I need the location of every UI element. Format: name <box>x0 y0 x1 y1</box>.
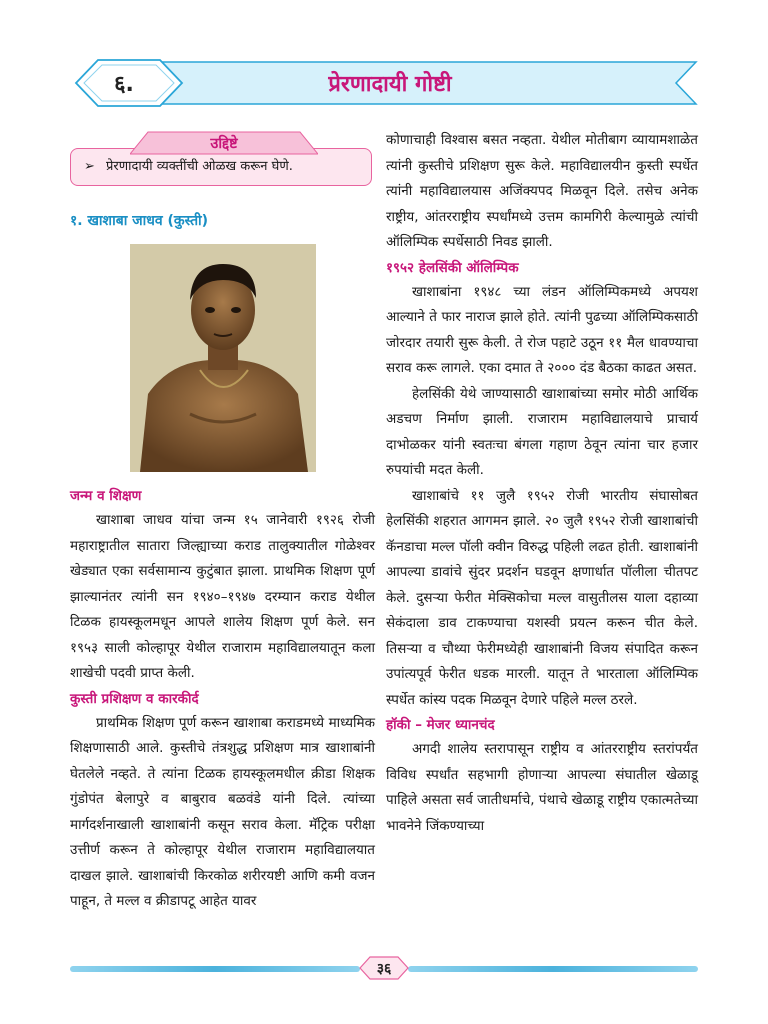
section-heading-wrestling-career: कुस्ती प्रशिक्षण व कारकीर्द <box>70 690 199 707</box>
paragraph-birth-education: खाशाबा जाधव यांचा जन्म १५ जानेवारी १९२६ रोजी महाराष्ट्रातील सातारा जिल्ह्याच्या कराड तालुक्यातील गोळेश्वर खेड्यात एका सर्वसामान्य कुटुंबात झाला. प्राथमिक शिक्षण पूर्ण झाल्यानंतर त्यांनी सन १९४०–१९४७ दरम्यान कराड येथील टिळक हायस्कूलमधून आपले शालेय शिक्षण पूर्ण केले. सन १९५३ साली कोल्हापूर येथील राजाराम महाविद्यालयातून कला शाखेची पदवी प्राप्त केली. <box>70 512 375 681</box>
section-heading-birth-education: जन्म व शिक्षण <box>70 488 142 504</box>
paragraph-hockey-intro: अगदी शालेय स्तरापासून राष्ट्रीय व आंतरराष्ट्रीय स्तरांपर्यंत विविध स्पर्धांत सहभागी होणाऱ्या आपल्या संघातील खेळाडू पाहिले असता सर्व जातीधर्माचे, पंथाचे खेळाडू राष्ट्रीय एकात्मतेच्या भावनेने जिंकण्याच्या <box>386 741 698 834</box>
objective-text: प्रेरणादायी व्यक्तींची ओळख करून घेणे. <box>106 159 293 174</box>
paragraph-financial-help: हेलसिंकी येथे जाण्यासाठी खाशाबांच्या समोर मोठी आर्थिक अडचण निर्माण झाली. राजाराम महाविद्यालयाचे प्राचार्य दाभोळकर यांनी स्वतःचा बंगला गहाण ठेवून त्यांना चार हजार रुपयांची मदत केली. <box>386 385 698 478</box>
left-column <box>70 128 375 915</box>
section-heading-helsinki-olympics: १९५२ हेलसिंकी ऑलिम्पिक <box>386 259 519 276</box>
person-heading-khashaba: १. खाशाबा जाधव (कुस्ती) <box>70 213 209 229</box>
person-heading-dhyanchand: हॉकी – मेजर ध्यानचंद <box>386 717 495 733</box>
objective-item <box>84 157 293 177</box>
footer-rule-right <box>408 966 698 972</box>
paragraph-continuation: कोणाचाही विश्वास बसत नव्हता. येथील मोतीबाग व्यायामशाळेत त्यांनी कुस्तीचे प्रशिक्षण सुरू केले. महाविद्यालयीन कुस्ती स्पर्धेत त्यांनी महाविद्यालयास अजिंक्यपद मिळवून दिले. तसेच अनेक राष्ट्रीय, आंतरराष्ट्रीय स्पर्धांमध्ये उत्तम कामगिरी केल्यामुळे त्यांची ऑलिम्पिक स्पर्धेसाठी निवड झाली. <box>386 132 698 250</box>
paragraph-london-olympics: खाशाबांना १९४८ च्या लंडन ऑलिम्पिकमध्ये अपयश आल्याने ते फार नाराज झाले होते. त्यांनी पुढच्या ऑलिम्पिकसाठी जोरदार तयारी सुरू केली. ते रोज पहाटे उठून ११ मैल धावण्याचा सराव करू लागले. एका दमात ते २००० दंड बैठका काढत असत. <box>386 283 698 376</box>
objectives-box <box>70 128 375 208</box>
paragraph-wrestling-career: प्राथमिक शिक्षण पूर्ण करून खाशाबा कराडमध्ये माध्यमिक शिक्षणासाठी आले. कुस्तीचे तंत्रशुद्ध प्रशिक्षण मात्र खाशाबांनी घेतलेले नव्हते. ते त्यांना टिळक हायस्कूलमधील क्रीडा शिक्षक गुंडोपंत बेलापुरे व बाबुराव बळवंडे यांनी दिले. त्यांच्या मार्गदर्शनाखाली खाशाबांनी कसून सराव केला. मॅट्रिक परीक्षा उत्तीर्ण करून ते कोल्हापूर येथील राजाराम महाविद्यालयात दाखल झाले. खाशाबांची किरकोळ शरीरयष्टी आणि कमी वजन पाहून, ते मल्ल व क्रीडापटू आहेत यावर <box>70 714 375 909</box>
page-number: ३६ <box>376 960 392 977</box>
khashaba-jadhav-photo <box>130 244 316 472</box>
portrait-image <box>130 244 316 472</box>
arrow-bullet-icon: ➢ <box>84 159 95 174</box>
paragraph-helsinki-matches: खाशाबांचे ११ जुलै १९५२ रोजी भारतीय संघासोबत हेलसिंकी शहरात आगमन झाले. २० जुलै १९५२ रोजी खाशाबांची कॅनडाचा मल्ल पॉली क्वीन विरुद्ध पहिली लढत होती. खाशाबांनी आपल्या डावांचे सुंदर प्रदर्शन घडवून क्षणार्धात पॉलीला चीतपट केले. दुसऱ्या फेरीत मेक्सिकोचा मल्ल वासुतीलस याला दहाव्या सेकंदाला डाव टाकण्याचा यशस्वी प्रयत्न करून चीत केले. तिसऱ्या व चौथ्या फेरीमध्येही खाशाबांनी विजय संपादित करून उपांत्यपूर्व फेरीत धडक मारली. यातून ते भारताला ऑलिम्पिक स्पर्धेत कांस्य पदक मिळवून देणारे पहिले मल्ल ठरले. <box>386 487 698 708</box>
chapter-number: ६. <box>114 72 134 97</box>
objectives-title: उद्दिष्टे <box>210 136 238 152</box>
footer-rule-left <box>70 966 360 972</box>
chapter-title: प्रेरणादायी गोष्टी <box>328 72 452 97</box>
right-column <box>386 128 698 839</box>
chapter-banner <box>70 56 698 110</box>
